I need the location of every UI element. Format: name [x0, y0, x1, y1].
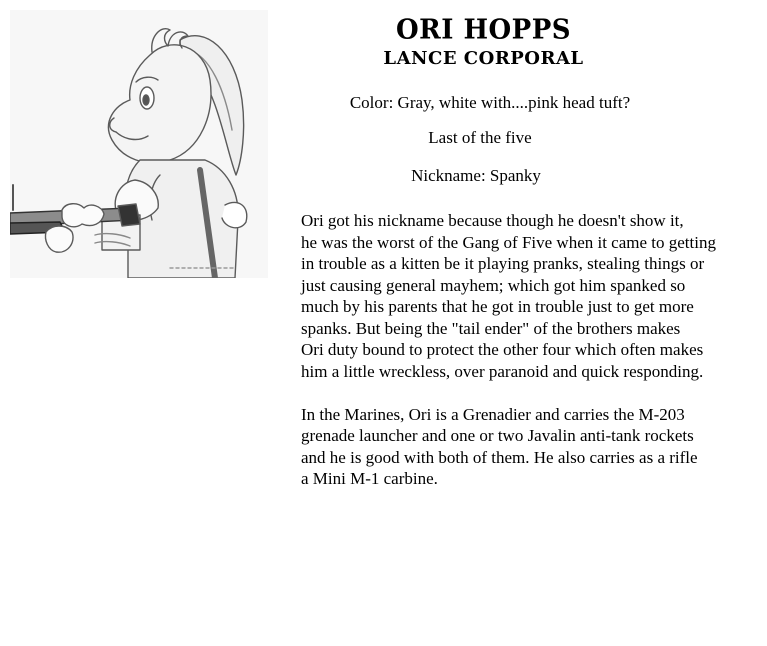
character-portrait [10, 10, 268, 278]
character-rank: LANCE CORPORAL [383, 48, 584, 69]
rabbit-sketch-icon [10, 10, 268, 278]
character-name: ORI HOPPS [395, 14, 572, 46]
character-nickname: Nickname: Spanky [411, 166, 541, 185]
character-bio [301, 210, 761, 490]
character-birth-order: Last of the five [428, 128, 532, 147]
bio-paragraph: Ori got his nickname because though he doesn't show it, he was the worst of the Gang of Five when it came to getting in trouble as a kitten be it playing pranks, stealing things or just causing general mayhem; which got him spanked so much by his parents that he got in trouble just to get more spanks. But being the "tail ender" of the brothers makes Ori duty bound to protect the other four which often makes him a little wreckless, over paranoid and quick responding. [301, 211, 716, 381]
bio-paragraph: In the Marines, Ori is a Grenadier and carries the M-203 grenade launcher and one or two Javalin anti-tank rockets and he is good with both of them. He also carries as a rifle a Mini M-1 carbine. [301, 404, 698, 488]
character-color: Color: Gray, white with....pink head tuft? [349, 93, 631, 112]
